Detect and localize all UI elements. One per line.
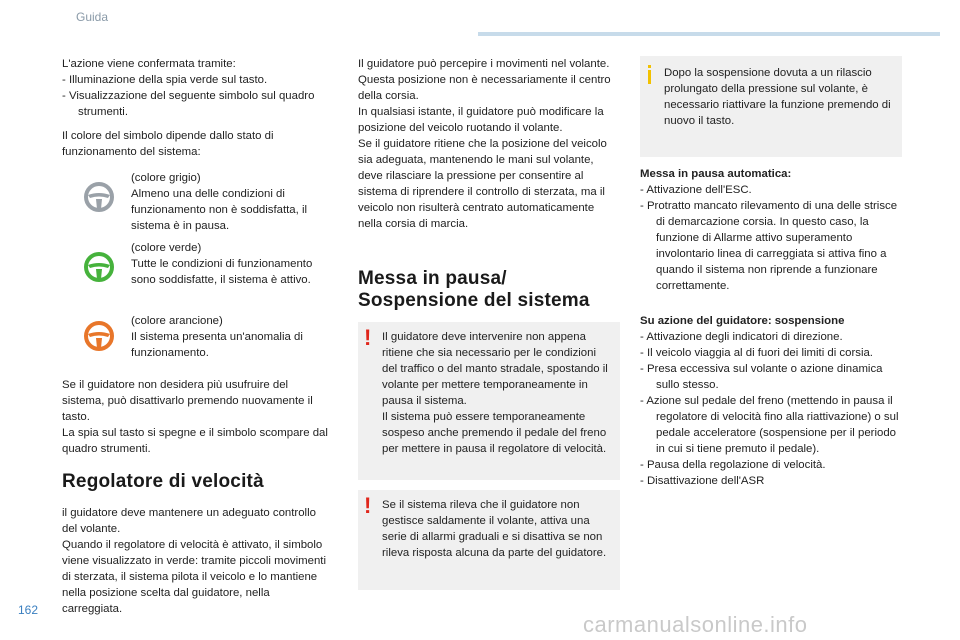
- section-heading: Regolatore di velocità: [62, 471, 264, 492]
- state-title: (colore grigio): [131, 172, 201, 184]
- column-1-lower: [62, 377, 332, 617]
- state-grey: [131, 170, 331, 234]
- state-orange: [131, 313, 321, 361]
- auto-pause-section: [640, 166, 904, 294]
- watermark: carmanualsonline.info: [583, 612, 808, 637]
- state-green: [131, 240, 336, 288]
- section-header: Guida: [76, 10, 109, 24]
- paragraph: L'azione viene confermata tramite:: [62, 58, 236, 70]
- paragraph: La spia sul tasto si spegne e il simbolo scompare dal quadro strumenti.: [62, 427, 328, 455]
- info-icon-bar: [648, 70, 651, 84]
- warning-icon: !: [364, 325, 372, 350]
- list-item: - Illuminazione della spia verde sul tasto.: [62, 74, 268, 86]
- state-text: Almeno una delle condizioni di funzionamento non è soddisfatta, il sistema è in pausa.: [131, 188, 308, 232]
- steering-wheel-green-icon: [84, 252, 114, 282]
- list-item: - Attivazione dell'ESC.: [640, 184, 752, 196]
- warning-icon: !: [364, 493, 372, 518]
- paragraph: In qualsiasi istante, il guidatore può modificare la posizione del veicolo ruotando il volante.: [358, 106, 604, 134]
- paragraph: Questa posizione non è necessariamente il centro della corsia.: [358, 74, 611, 102]
- list-item: - Visualizzazione del seguente simbolo sul quadro strumenti.: [62, 90, 315, 118]
- warning-box: [358, 322, 620, 480]
- paragraph: Quando il regolatore di velocità è attivato, il simbolo viene visualizzato in verde: tramite piccoli movimenti di sterzata, il sistema pilota il veicolo e lo mantiene nella posizione scelta dal guidatore, nella carreggiata.: [62, 539, 326, 615]
- paragraph: Il colore del simbolo dipende dallo stato di funzionamento del sistema:: [62, 130, 274, 158]
- warning-box: [358, 490, 620, 590]
- driver-action-section: [640, 313, 904, 489]
- section-heading: [358, 268, 620, 312]
- paragraph: Se il guidatore ritiene che la posizione del veicolo sia adeguata, mantenendo le mani sul volante, deve rilasciare la pressione per consentire al sistema di riprendere il controllo di sterzata, ma il veicolo non risulterà centrato automaticamente nella corsia di marcia.: [358, 138, 607, 230]
- subheading: Su azione del guidatore: sospensione: [640, 315, 845, 327]
- list-item: - Presa eccessiva sul volante o azione dinamica sullo stesso.: [640, 363, 883, 391]
- warning-text: Se il sistema rileva che il guidatore non gestisce saldamente il volante, attiva una serie di allarmi graduali e si disattiva se non rileva risposta alcuna da parte del guidatore.: [382, 499, 607, 559]
- list-item: - Pausa della regolazione di velocità.: [640, 459, 826, 471]
- paragraph: Se il guidatore non desidera più usufruire del sistema, può disattivarlo premendo nuovamente il tasto.: [62, 379, 313, 423]
- list-item: - Protratto mancato rilevamento di una delle strisce di demarcazione corsia. In questo caso, la funzione di Allarme attivo superamento involontario linea di carreggiata si attiva fino a quando il sistema non riprende a funzionare correttamente.: [640, 200, 898, 292]
- info-icon: [648, 65, 651, 68]
- steering-wheel-grey-icon: [84, 182, 114, 212]
- list-item: - Attivazione degli indicatori di direzione.: [640, 331, 843, 343]
- heading-line: Messa in pausa/: [358, 268, 507, 289]
- state-title: (colore arancione): [131, 315, 223, 327]
- warning-text: Il sistema può essere temporaneamente sospeso anche premendo il pedale del freno per mettere in pausa il regolatore di velocità.: [382, 411, 607, 455]
- state-text: Il sistema presenta un'anomalia di funzionamento.: [131, 331, 303, 359]
- page-number: 162: [18, 603, 39, 617]
- list-item: - Disattivazione dell'ASR: [640, 475, 765, 487]
- header-bar: [478, 32, 940, 36]
- column-2: [358, 56, 620, 232]
- info-box: [640, 56, 902, 157]
- steering-wheel-orange-icon: [84, 321, 114, 351]
- subheading: Messa in pausa automatica:: [640, 168, 792, 180]
- list-item: - Il veicolo viaggia al di fuori dei limiti di corsia.: [640, 347, 873, 359]
- column-1: [62, 56, 342, 160]
- state-text: Tutte le condizioni di funzionamento sono soddisfatte, il sistema è attivo.: [131, 258, 313, 286]
- paragraph: il guidatore deve mantenere un adeguato controllo del volante.: [62, 507, 316, 535]
- info-text: Dopo la sospensione dovuta a un rilascio prolungato della pressione sul volante, è necessario riattivare la funzione premendo di nuovo il tasto.: [664, 67, 891, 127]
- warning-text: Il guidatore deve intervenire non appena ritiene che sia necessario per le condizioni del traffico o del manto stradale, spostando il volante per mettere temporaneamente in pausa il sistema.: [382, 331, 608, 407]
- state-title: (colore verde): [131, 242, 202, 254]
- heading-line: Sospensione del sistema: [358, 290, 590, 311]
- paragraph: Il guidatore può percepire i movimenti nel volante.: [358, 58, 610, 70]
- list-item: - Azione sul pedale del freno (mettendo in pausa il regolatore di velocità fino alla riattivazione) o sul pedale acceleratore (sospensione per il periodo in cui si tiene premuto il pedale).: [640, 395, 899, 455]
